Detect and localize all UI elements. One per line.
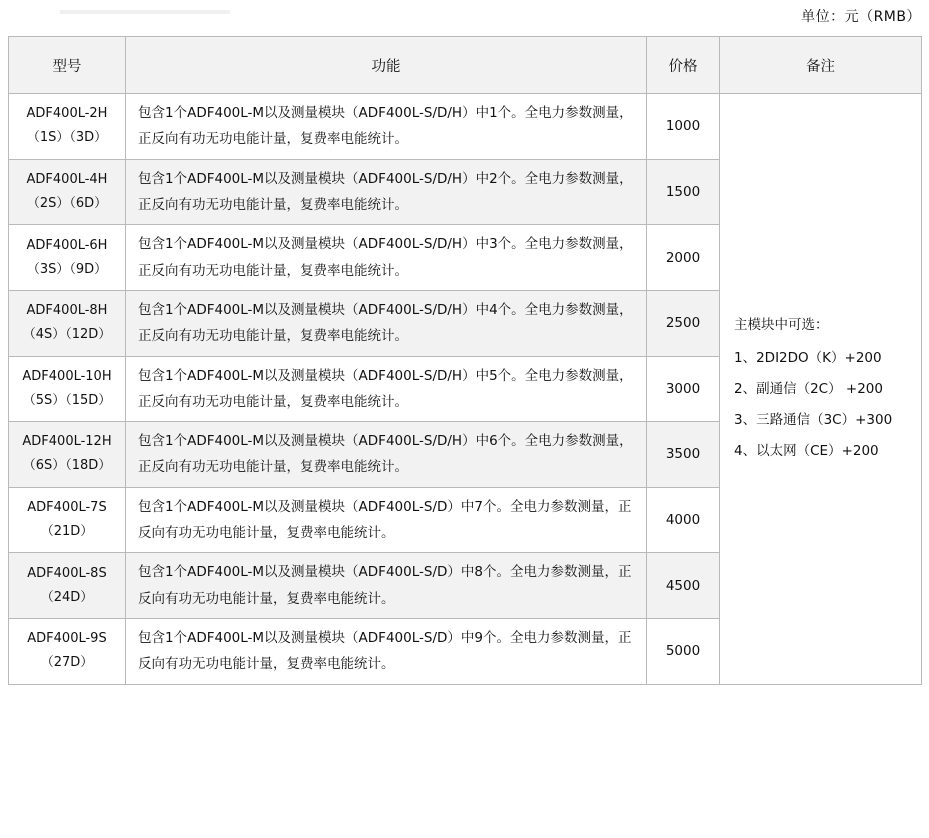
cell-function: 包含1个ADF400L-M以及测量模块（ADF400L-S/D）中9个。全电力参数测量，正反向有功无功电能计量，复费率电能统计。 bbox=[126, 619, 647, 685]
model-code: ADF400L-6H bbox=[26, 237, 108, 253]
model-variant: （27D） bbox=[40, 655, 94, 671]
cell-price: 2000 bbox=[647, 225, 720, 291]
unit-note: 单位：元（RMB） bbox=[801, 9, 921, 25]
cell-price: 1500 bbox=[647, 159, 720, 225]
table-row bbox=[9, 94, 922, 160]
model-variant: （21D） bbox=[40, 524, 94, 540]
column-header-note: 备注 bbox=[720, 37, 922, 94]
cell-price: 3000 bbox=[647, 356, 720, 422]
cell-model bbox=[9, 619, 126, 685]
note-item-1: 1、2DI2DO（K）+200 bbox=[734, 350, 882, 367]
model-variant: （6S）（18D） bbox=[22, 458, 112, 474]
cell-model bbox=[9, 290, 126, 356]
cell-function: 包含1个ADF400L-M以及测量模块（ADF400L-S/D/H）中3个。全电力参数测量，正反向有功无功电能计量，复费率电能统计。 bbox=[126, 225, 647, 291]
model-code: ADF400L-2H bbox=[26, 106, 108, 122]
cell-function: 包含1个ADF400L-M以及测量模块（ADF400L-S/D）中8个。全电力参数测量，正反向有功无功电能计量，复费率电能统计。 bbox=[126, 553, 647, 619]
cell-note bbox=[720, 94, 922, 685]
model-variant: （3S）（9D） bbox=[26, 261, 108, 277]
faint-header-mark bbox=[60, 10, 230, 14]
model-code: ADF400L-8S bbox=[27, 565, 107, 581]
note-title: 主模块中可选： bbox=[734, 317, 829, 334]
note-item-3: 3、三路通信（3C）+300 bbox=[734, 412, 893, 429]
model-code: ADF400L-9S bbox=[27, 631, 107, 647]
cell-model bbox=[9, 422, 126, 488]
column-header-function: 功能 bbox=[126, 37, 647, 94]
cell-model bbox=[9, 356, 126, 422]
column-header-price: 价格 bbox=[647, 37, 720, 94]
model-code: ADF400L-8H bbox=[26, 303, 108, 319]
model-variant: （5S）（15D） bbox=[22, 392, 112, 408]
cell-function: 包含1个ADF400L-M以及测量模块（ADF400L-S/D/H）中5个。全电力参数测量，正反向有功无功电能计量，复费率电能统计。 bbox=[126, 356, 647, 422]
cell-model bbox=[9, 487, 126, 553]
table-header bbox=[9, 37, 922, 94]
model-code: ADF400L-12H bbox=[22, 434, 112, 450]
cell-function: 包含1个ADF400L-M以及测量模块（ADF400L-S/D/H）中6个。全电力参数测量，正反向有功无功电能计量，复费率电能统计。 bbox=[126, 422, 647, 488]
pricing-table bbox=[8, 36, 922, 685]
cell-function: 包含1个ADF400L-M以及测量模块（ADF400L-S/D/H）中2个。全电力参数测量，正反向有功无功电能计量，复费率电能统计。 bbox=[126, 159, 647, 225]
cell-function: 包含1个ADF400L-M以及测量模块（ADF400L-S/D/H）中1个。全电力参数测量，正反向有功无功电能计量，复费率电能统计。 bbox=[126, 94, 647, 160]
column-header-model: 型号 bbox=[9, 37, 126, 94]
model-code: ADF400L-7S bbox=[27, 500, 107, 516]
cell-function: 包含1个ADF400L-M以及测量模块（ADF400L-S/D/H）中4个。全电力参数测量，正反向有功无功电能计量，复费率电能统计。 bbox=[126, 290, 647, 356]
cell-model bbox=[9, 225, 126, 291]
cell-model bbox=[9, 94, 126, 160]
cell-price: 4000 bbox=[647, 487, 720, 553]
model-variant: （1S）（3D） bbox=[26, 130, 108, 146]
cell-model bbox=[9, 159, 126, 225]
model-variant: （2S）（6D） bbox=[26, 195, 108, 211]
model-variant: （4S）（12D） bbox=[22, 327, 112, 343]
cell-price: 5000 bbox=[647, 619, 720, 685]
cell-price: 3500 bbox=[647, 422, 720, 488]
note-item-2: 2、副通信（2C） +200 bbox=[734, 381, 883, 398]
model-variant: （24D） bbox=[40, 589, 94, 605]
note-item-4: 4、以太网（CE）+200 bbox=[734, 443, 879, 460]
header-row bbox=[9, 37, 922, 94]
model-code: ADF400L-10H bbox=[22, 368, 112, 384]
cell-function: 包含1个ADF400L-M以及测量模块（ADF400L-S/D）中7个。全电力参数测量，正反向有功无功电能计量，复费率电能统计。 bbox=[126, 487, 647, 553]
model-code: ADF400L-4H bbox=[26, 171, 108, 187]
cell-price: 4500 bbox=[647, 553, 720, 619]
cell-price: 2500 bbox=[647, 290, 720, 356]
cell-price: 1000 bbox=[647, 94, 720, 160]
table-body bbox=[9, 94, 922, 685]
cell-model bbox=[9, 553, 126, 619]
